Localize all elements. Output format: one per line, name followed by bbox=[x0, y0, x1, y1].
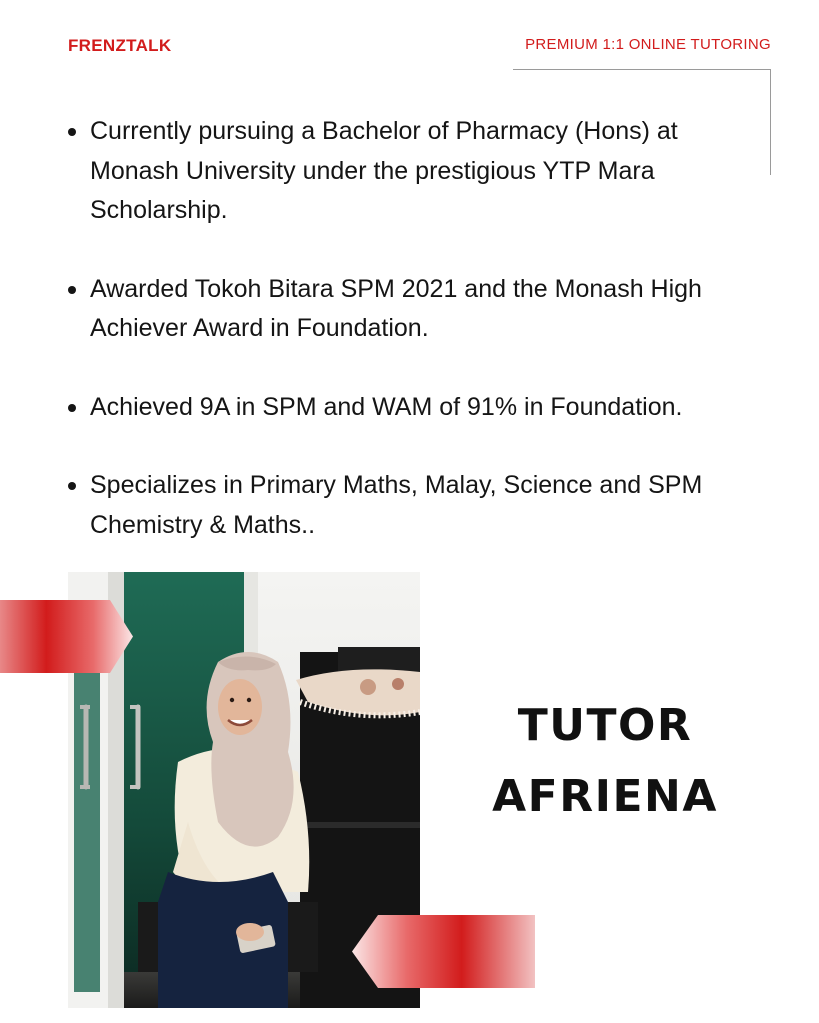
tutor-name-line1: TUTOR bbox=[517, 700, 693, 751]
tagline: PREMIUM 1:1 ONLINE TUTORING bbox=[525, 36, 771, 53]
tutor-name-line2: AFRIENA bbox=[492, 771, 718, 822]
bullet-dot-icon bbox=[68, 128, 76, 136]
list-item-text: Currently pursuing a Bachelor of Pharmacy (Hons) at Monash University under the prestigious YTP Mara Scholarship. bbox=[90, 117, 678, 224]
bullet-dot-icon bbox=[68, 482, 76, 490]
red-arrow-left-icon bbox=[0, 600, 133, 673]
list-item-text: Specializes in Primary Maths, Malay, Science and SPM Chemistry & Maths.. bbox=[90, 471, 703, 539]
bullet-dot-icon bbox=[68, 404, 76, 412]
list-item bbox=[68, 388, 728, 428]
tutor-name bbox=[470, 690, 740, 832]
list-item-text: Achieved 9A in SPM and WAM of 91% in Foundation. bbox=[90, 392, 683, 421]
list-item bbox=[68, 112, 728, 231]
brand-logo: FRENZTALK bbox=[68, 36, 172, 55]
list-item bbox=[68, 270, 728, 349]
list-item bbox=[68, 466, 728, 545]
red-arrow-right-icon bbox=[352, 915, 535, 988]
achievements-list bbox=[68, 112, 728, 584]
list-item-text: Awarded Tokoh Bitara SPM 2021 and the Monash High Achiever Award in Foundation. bbox=[90, 274, 702, 342]
bullet-dot-icon bbox=[68, 286, 76, 294]
